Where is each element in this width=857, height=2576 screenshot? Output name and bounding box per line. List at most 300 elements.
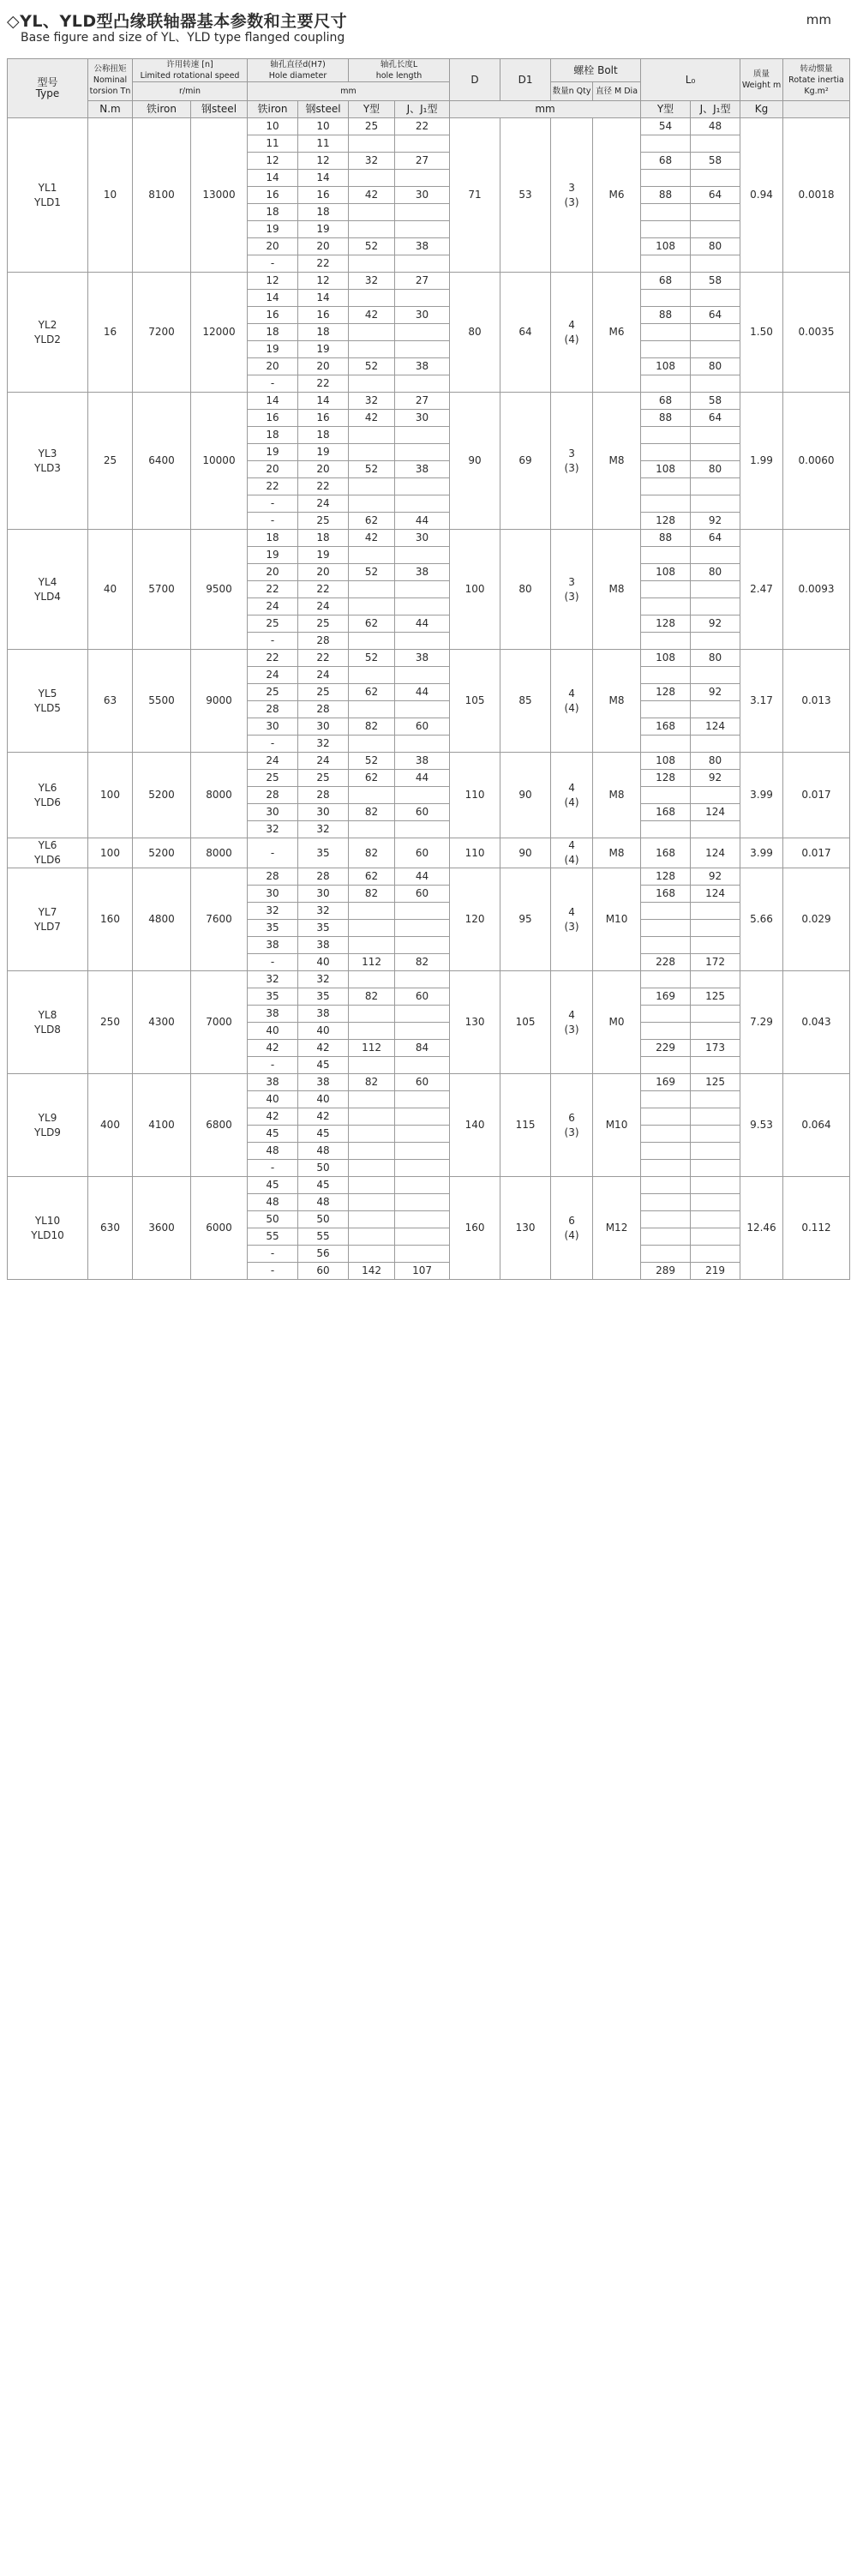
hole-iron-cell: 18: [248, 324, 298, 341]
hole-iron-cell: 55: [248, 1228, 298, 1246]
inertia-cell: 0.0060: [783, 393, 850, 530]
bolt-qty-cell: 3 (3): [551, 393, 593, 530]
hole-iron-cell: 25: [248, 684, 298, 701]
l0-y-cell: 229: [641, 1040, 691, 1057]
hole-steel-cell: 38: [298, 1074, 349, 1091]
hole-iron-cell: -: [248, 513, 298, 530]
type-cell: YL2 YLD2: [8, 273, 88, 393]
length-y-cell: 112: [349, 954, 395, 971]
length-j-cell: [395, 1143, 450, 1160]
torque-cell: 10: [88, 118, 133, 273]
length-y-cell: 52: [349, 238, 395, 255]
length-j-cell: 30: [395, 187, 450, 204]
D-cell: 160: [450, 1177, 500, 1280]
bolt-qty-cell: 3 (3): [551, 530, 593, 650]
hole-steel-cell: 12: [298, 153, 349, 170]
l0-j-cell: 92: [691, 770, 740, 787]
length-y-cell: 82: [349, 838, 395, 868]
length-y-cell: [349, 1108, 395, 1126]
steel-speed-cell: 7000: [191, 971, 248, 1074]
length-j-cell: [395, 1211, 450, 1228]
hole-steel-header: 钢steel: [298, 101, 349, 118]
len-j-header: J、J₁型: [395, 101, 450, 118]
length-j-cell: [395, 1057, 450, 1074]
hole-steel-cell: 30: [298, 886, 349, 903]
length-j-cell: 27: [395, 273, 450, 290]
hole-steel-cell: 22: [298, 478, 349, 495]
length-y-cell: [349, 1211, 395, 1228]
inertia-cell: 0.013: [783, 650, 850, 753]
length-y-cell: 112: [349, 1040, 395, 1057]
hole-steel-cell: 19: [298, 444, 349, 461]
iron-speed-cell: 4300: [133, 971, 191, 1074]
hole-steel-cell: 22: [298, 255, 349, 273]
iron-speed-cell: 5200: [133, 753, 191, 838]
l0-j-cell: [691, 903, 740, 920]
length-y-cell: [349, 667, 395, 684]
l0-j-cell: 80: [691, 238, 740, 255]
l0-y-cell: [641, 937, 691, 954]
length-y-cell: 52: [349, 650, 395, 667]
length-j-cell: [395, 598, 450, 615]
length-j-cell: 44: [395, 770, 450, 787]
length-j-cell: [395, 221, 450, 238]
length-j-cell: 27: [395, 153, 450, 170]
hole-iron-cell: 22: [248, 478, 298, 495]
inertia-cell: 0.043: [783, 971, 850, 1074]
hole-iron-cell: -: [248, 255, 298, 273]
hole-steel-cell: 20: [298, 358, 349, 375]
length-j-cell: 60: [395, 718, 450, 736]
length-j-cell: 44: [395, 615, 450, 633]
hole-iron-cell: -: [248, 1246, 298, 1263]
dims-unit: mm: [248, 82, 450, 101]
l0-y-cell: [641, 324, 691, 341]
D1-cell: 105: [500, 971, 551, 1074]
l0-y-cell: [641, 821, 691, 838]
hole-steel-cell: 35: [298, 838, 349, 868]
l0-y-cell: [641, 971, 691, 988]
hole-steel-cell: 24: [298, 753, 349, 770]
hole-diameter-header: 轴孔直径d(H7) Hole diameter: [248, 59, 349, 82]
l0-y-cell: 128: [641, 684, 691, 701]
l0-j-cell: [691, 937, 740, 954]
length-j-cell: 60: [395, 804, 450, 821]
D1-cell: 85: [500, 650, 551, 753]
length-j-cell: [395, 633, 450, 650]
hole-iron-cell: 24: [248, 667, 298, 684]
D1-cell: 80: [500, 530, 551, 650]
length-j-cell: 30: [395, 307, 450, 324]
steel-speed-cell: 12000: [191, 273, 248, 393]
hole-iron-cell: 38: [248, 1074, 298, 1091]
length-j-cell: [395, 444, 450, 461]
torque-cell: 40: [88, 530, 133, 650]
hole-steel-cell: 48: [298, 1143, 349, 1160]
bolt-dia-cell: M10: [593, 1074, 641, 1177]
steel-speed-cell: 9500: [191, 530, 248, 650]
hole-iron-cell: -: [248, 495, 298, 513]
length-y-cell: [349, 375, 395, 393]
hole-iron-cell: 22: [248, 650, 298, 667]
bolt-qty-cell: 4 (4): [551, 273, 593, 393]
hole-length-header: 轴孔长度L hole length: [349, 59, 450, 82]
l0-y-cell: 289: [641, 1263, 691, 1280]
l0-y-cell: [641, 444, 691, 461]
l0-y-cell: 108: [641, 358, 691, 375]
hole-iron-cell: 20: [248, 564, 298, 581]
length-y-cell: [349, 324, 395, 341]
type-cell: YL6 YLD6: [8, 753, 88, 838]
l0-y-cell: [641, 633, 691, 650]
length-j-cell: 60: [395, 838, 450, 868]
hole-iron-cell: 18: [248, 427, 298, 444]
l0-j-cell: 80: [691, 753, 740, 770]
l0-y-cell: 168: [641, 804, 691, 821]
hole-steel-cell: 42: [298, 1040, 349, 1057]
D-cell: 90: [450, 393, 500, 530]
l0-j-cell: [691, 444, 740, 461]
hole-steel-cell: 18: [298, 204, 349, 221]
length-j-cell: [395, 375, 450, 393]
length-j-cell: [395, 667, 450, 684]
torque-cell: 16: [88, 273, 133, 393]
hole-iron-cell: 42: [248, 1040, 298, 1057]
type-cell: YL1 YLD1: [8, 118, 88, 273]
length-j-cell: [395, 547, 450, 564]
l0-j-cell: [691, 495, 740, 513]
hole-steel-cell: 45: [298, 1177, 349, 1194]
length-y-cell: [349, 255, 395, 273]
hole-iron-cell: 30: [248, 804, 298, 821]
hole-iron-cell: 30: [248, 718, 298, 736]
weight-cell: 12.46: [740, 1177, 783, 1280]
l0-j-cell: [691, 547, 740, 564]
l0-y-cell: [641, 1108, 691, 1126]
l0-y-cell: 88: [641, 307, 691, 324]
inertia-cell: 0.0018: [783, 118, 850, 273]
hole-iron-cell: 30: [248, 886, 298, 903]
hole-iron-cell: 20: [248, 358, 298, 375]
length-j-cell: [395, 1006, 450, 1023]
length-y-cell: 82: [349, 988, 395, 1006]
l0-y-cell: [641, 920, 691, 937]
inertia-cell: 0.017: [783, 753, 850, 838]
torque-cell: 100: [88, 838, 133, 868]
l0-y-cell: 108: [641, 650, 691, 667]
hole-iron-cell: 18: [248, 204, 298, 221]
l0-y-cell: 88: [641, 410, 691, 427]
hole-steel-cell: 24: [298, 667, 349, 684]
hole-steel-cell: 14: [298, 170, 349, 187]
length-y-cell: [349, 937, 395, 954]
l0-j-cell: [691, 667, 740, 684]
hole-iron-cell: -: [248, 736, 298, 753]
qty-header: 数量n Qty: [551, 82, 593, 101]
l0-j-cell: 80: [691, 564, 740, 581]
length-j-cell: [395, 135, 450, 153]
length-y-cell: [349, 1143, 395, 1160]
length-y-cell: [349, 1091, 395, 1108]
l0-j-cell: [691, 478, 740, 495]
hole-steel-cell: 42: [298, 1108, 349, 1126]
hole-steel-cell: 24: [298, 495, 349, 513]
D1-header: D1: [500, 59, 551, 101]
hole-steel-cell: 30: [298, 718, 349, 736]
bolt-dia-cell: M6: [593, 118, 641, 273]
hole-steel-cell: 55: [298, 1228, 349, 1246]
D-cell: 130: [450, 971, 500, 1074]
l0-y-header: Y型: [641, 101, 691, 118]
hole-steel-cell: 19: [298, 221, 349, 238]
iron-speed-cell: 3600: [133, 1177, 191, 1280]
inertia-cell: 0.029: [783, 868, 850, 971]
l0-y-cell: 108: [641, 753, 691, 770]
length-j-cell: [395, 478, 450, 495]
length-y-cell: [349, 920, 395, 937]
bolt-qty-cell: 4 (4): [551, 753, 593, 838]
l0-y-cell: 128: [641, 770, 691, 787]
hole-steel-cell: 50: [298, 1211, 349, 1228]
l0-y-cell: [641, 701, 691, 718]
l0-y-cell: 68: [641, 273, 691, 290]
table-row: [8, 868, 850, 886]
table-row: [8, 971, 850, 988]
length-y-cell: 82: [349, 1074, 395, 1091]
hole-steel-cell: 14: [298, 290, 349, 307]
hole-steel-cell: 22: [298, 375, 349, 393]
length-y-cell: 52: [349, 564, 395, 581]
hole-iron-cell: 18: [248, 530, 298, 547]
inertia-cell: 0.0093: [783, 530, 850, 650]
length-j-cell: 38: [395, 461, 450, 478]
length-y-cell: [349, 821, 395, 838]
length-j-cell: 27: [395, 393, 450, 410]
table-body: [8, 118, 850, 1280]
length-y-cell: [349, 204, 395, 221]
l0-y-cell: [641, 495, 691, 513]
l0-y-cell: 54: [641, 118, 691, 135]
torque-cell: 100: [88, 753, 133, 838]
weight-cell: 2.47: [740, 530, 783, 650]
l0-j-cell: 172: [691, 954, 740, 971]
length-j-cell: [395, 1108, 450, 1126]
table-row: [8, 118, 850, 135]
length-j-cell: 38: [395, 650, 450, 667]
table-row: [8, 838, 850, 868]
hole-iron-cell: 14: [248, 393, 298, 410]
length-j-cell: [395, 1246, 450, 1263]
hole-iron-cell: -: [248, 375, 298, 393]
steel-speed-cell: 13000: [191, 118, 248, 273]
hole-steel-cell: 28: [298, 868, 349, 886]
D-header: D: [450, 59, 500, 101]
type-header: 型号 Type: [8, 59, 88, 118]
torque-cell: 250: [88, 971, 133, 1074]
steel-header: 钢steel: [191, 101, 248, 118]
length-j-cell: 22: [395, 118, 450, 135]
bolt-qty-cell: 3 (3): [551, 118, 593, 273]
bolt-dia-cell: M6: [593, 273, 641, 393]
l0-j-cell: 58: [691, 153, 740, 170]
bolt-dia-cell: M8: [593, 753, 641, 838]
inertia-cell: 0.017: [783, 838, 850, 868]
length-j-cell: [395, 920, 450, 937]
len-y-header: Y型: [349, 101, 395, 118]
hole-steel-cell: 48: [298, 1194, 349, 1211]
l0-j-cell: 92: [691, 684, 740, 701]
hole-iron-cell: 10: [248, 118, 298, 135]
l0-y-cell: 88: [641, 530, 691, 547]
l0-y-cell: 168: [641, 838, 691, 868]
length-j-cell: [395, 324, 450, 341]
torque-cell: 160: [88, 868, 133, 971]
bolt-qty-cell: 6 (3): [551, 1074, 593, 1177]
length-j-cell: [395, 821, 450, 838]
l0-j-cell: 173: [691, 1040, 740, 1057]
length-y-cell: [349, 787, 395, 804]
length-j-cell: [395, 787, 450, 804]
l0-j-cell: [691, 633, 740, 650]
hole-iron-cell: 19: [248, 547, 298, 564]
hole-iron-cell: -: [248, 1057, 298, 1074]
length-j-cell: [395, 204, 450, 221]
D1-cell: 69: [500, 393, 551, 530]
hole-iron-cell: 20: [248, 238, 298, 255]
bolt-dia-cell: M8: [593, 650, 641, 753]
type-cell: YL5 YLD5: [8, 650, 88, 753]
table-row: [8, 393, 850, 410]
l0-j-cell: 124: [691, 838, 740, 868]
iron-speed-cell: 4800: [133, 868, 191, 971]
length-j-cell: [395, 1177, 450, 1194]
hole-iron-cell: 14: [248, 290, 298, 307]
iron-header: 铁iron: [133, 101, 191, 118]
length-y-cell: [349, 170, 395, 187]
bolt-dia-cell: M8: [593, 838, 641, 868]
length-y-cell: [349, 971, 395, 988]
l0-j-cell: 219: [691, 1263, 740, 1280]
l0-y-cell: [641, 1177, 691, 1194]
hole-steel-cell: 20: [298, 564, 349, 581]
l0-j-cell: 124: [691, 804, 740, 821]
l0-y-cell: [641, 736, 691, 753]
iron-speed-cell: 7200: [133, 273, 191, 393]
length-j-cell: 44: [395, 513, 450, 530]
length-j-cell: [395, 736, 450, 753]
length-j-cell: [395, 971, 450, 988]
inertia-header: 转动惯量 Rotate inertia Kg.m²: [783, 59, 850, 101]
l0-y-cell: [641, 1126, 691, 1143]
length-y-cell: [349, 598, 395, 615]
hole-steel-cell: 18: [298, 530, 349, 547]
length-y-cell: [349, 478, 395, 495]
length-j-cell: [395, 1091, 450, 1108]
type-cell: YL3 YLD3: [8, 393, 88, 530]
D1-cell: 64: [500, 273, 551, 393]
length-j-cell: [395, 1023, 450, 1040]
l0-j-cell: [691, 290, 740, 307]
l0-j-cell: [691, 1177, 740, 1194]
bolt-dia-cell: M12: [593, 1177, 641, 1280]
D1-cell: 130: [500, 1177, 551, 1280]
hole-steel-cell: 30: [298, 804, 349, 821]
l0-y-cell: [641, 290, 691, 307]
hole-steel-cell: 25: [298, 615, 349, 633]
length-y-cell: [349, 427, 395, 444]
length-j-cell: 38: [395, 358, 450, 375]
table-header: [8, 59, 850, 118]
hole-iron-cell: -: [248, 1160, 298, 1177]
hole-iron-cell: 28: [248, 787, 298, 804]
length-j-cell: [395, 427, 450, 444]
table-row: [8, 650, 850, 667]
hole-steel-cell: 45: [298, 1057, 349, 1074]
l0-j-cell: [691, 1160, 740, 1177]
length-j-cell: [395, 341, 450, 358]
hole-steel-cell: 40: [298, 954, 349, 971]
steel-speed-cell: 8000: [191, 838, 248, 868]
weight-cell: 1.50: [740, 273, 783, 393]
length-y-cell: [349, 701, 395, 718]
steel-speed-cell: 6800: [191, 1074, 248, 1177]
length-y-cell: 62: [349, 770, 395, 787]
length-y-cell: 25: [349, 118, 395, 135]
hole-steel-cell: 20: [298, 461, 349, 478]
hole-steel-cell: 25: [298, 684, 349, 701]
l0-y-cell: 88: [641, 187, 691, 204]
iron-speed-cell: 5200: [133, 838, 191, 868]
hole-steel-cell: 40: [298, 1023, 349, 1040]
table-row: [8, 1074, 850, 1091]
hole-iron-cell: 48: [248, 1194, 298, 1211]
steel-speed-cell: 8000: [191, 753, 248, 838]
steel-speed-cell: 7600: [191, 868, 248, 971]
hole-steel-cell: 32: [298, 736, 349, 753]
bolt-qty-cell: 4 (3): [551, 868, 593, 971]
D1-cell: 53: [500, 118, 551, 273]
length-y-cell: [349, 1006, 395, 1023]
length-j-cell: [395, 170, 450, 187]
length-j-cell: [395, 1194, 450, 1211]
title-en: Base figure and size of YL、YLD type flanged coupling: [21, 31, 345, 45]
l0-j-cell: 124: [691, 718, 740, 736]
inertia-unit-cell: [783, 101, 850, 118]
bolt-dia-cell: M8: [593, 530, 641, 650]
hole-steel-cell: 28: [298, 787, 349, 804]
D-cell: 120: [450, 868, 500, 971]
l0-y-cell: [641, 135, 691, 153]
l0-j-cell: [691, 971, 740, 988]
weight-cell: 5.66: [740, 868, 783, 971]
hole-steel-cell: 16: [298, 410, 349, 427]
l0-y-cell: 128: [641, 513, 691, 530]
hole-steel-cell: 60: [298, 1263, 349, 1280]
l0-y-cell: [641, 170, 691, 187]
hole-iron-cell: 19: [248, 341, 298, 358]
l0-y-cell: [641, 1160, 691, 1177]
inertia-cell: 0.112: [783, 1177, 850, 1280]
steel-speed-cell: 9000: [191, 650, 248, 753]
speed-header: 许用转速 [n] Limited rotational speed: [133, 59, 248, 82]
hole-iron-cell: 35: [248, 920, 298, 937]
hole-iron-cell: 38: [248, 1006, 298, 1023]
l0-j-cell: [691, 920, 740, 937]
l0-y-cell: 68: [641, 393, 691, 410]
hole-iron-cell: 50: [248, 1211, 298, 1228]
length-y-cell: [349, 221, 395, 238]
D1-cell: 115: [500, 1074, 551, 1177]
